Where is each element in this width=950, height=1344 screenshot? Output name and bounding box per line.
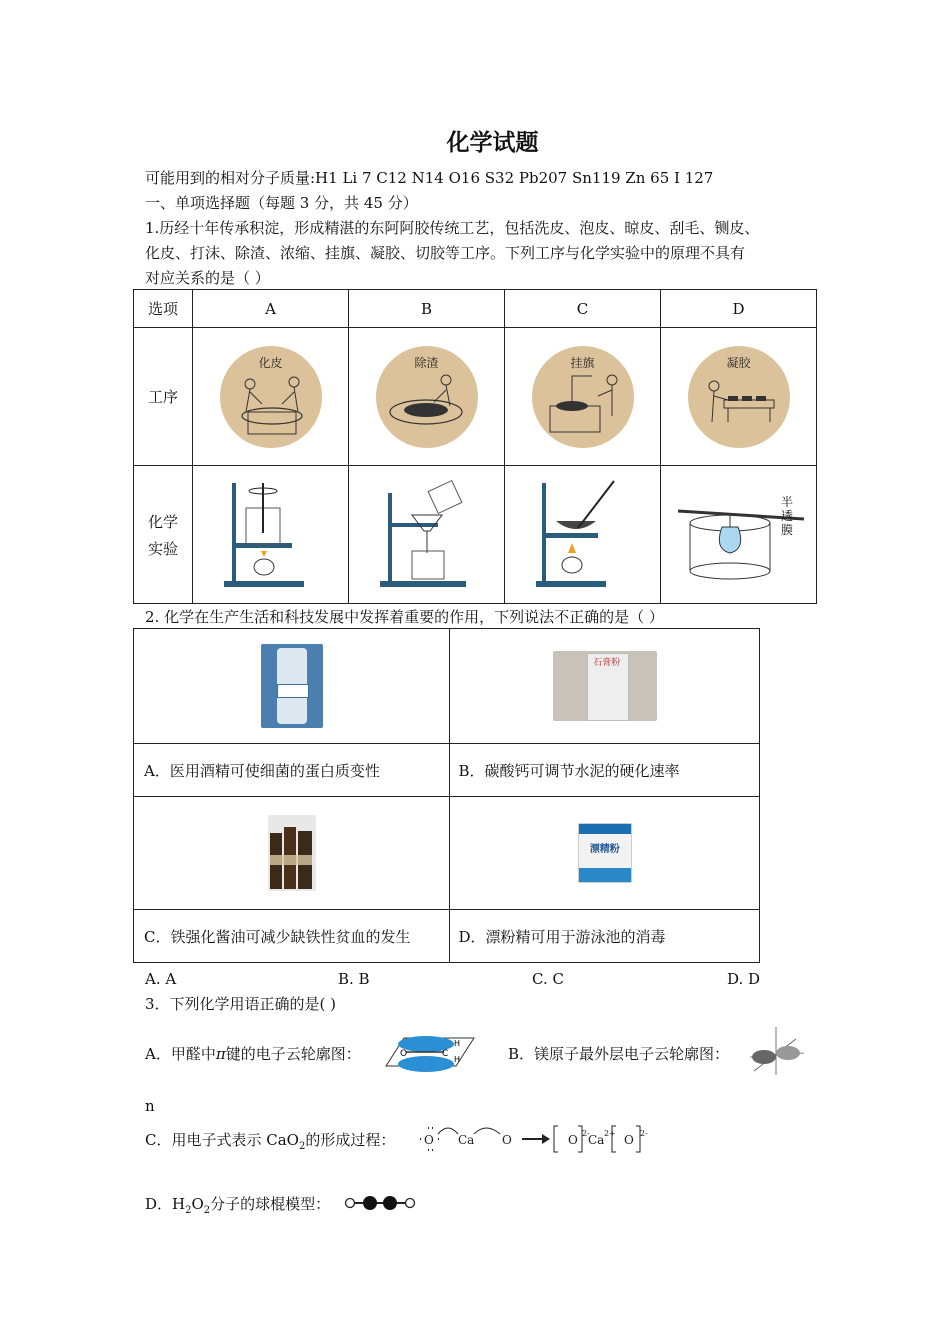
q3-option-a bbox=[145, 1044, 361, 1064]
q3-a-pi: π bbox=[215, 1045, 226, 1063]
q1-stem-line2: 化皮、打沫、除渣、浓缩、挂旗、凝胶、切胶等工序。下列工序与化学实验中的原理不具有 bbox=[145, 244, 746, 262]
header-a: A bbox=[193, 290, 349, 328]
q3-a-suffix: 键的电子云轮廓图： bbox=[225, 1045, 361, 1063]
q3-c-suffix: 的形成过程： bbox=[305, 1131, 396, 1149]
q3-option-c bbox=[145, 1130, 395, 1157]
ball-stick-model-icon bbox=[344, 1194, 416, 1212]
option-b: B．碳酸钙可调节水泥的硬化速率 bbox=[450, 744, 760, 797]
process-illustration-c bbox=[532, 346, 634, 448]
svg-text:O: O bbox=[568, 1133, 578, 1147]
bleach-powder-image bbox=[578, 823, 632, 883]
concentration-apparatus-icon bbox=[528, 473, 638, 593]
p-orbital-icon bbox=[746, 1025, 806, 1079]
choice-b: B. B bbox=[338, 970, 370, 988]
row-label-experiment bbox=[134, 466, 193, 604]
svg-text:O: O bbox=[502, 1133, 512, 1147]
image-cell-alcohol bbox=[134, 629, 450, 744]
choice-c: C. C bbox=[532, 970, 564, 988]
process-c bbox=[505, 328, 661, 466]
gypsum-bag-image bbox=[553, 651, 657, 721]
process-label-c: 挂旗 bbox=[570, 355, 595, 370]
svg-text:2-: 2- bbox=[640, 1129, 648, 1138]
alcohol-bottle-image bbox=[261, 644, 323, 728]
q3-d-sub1: 2 bbox=[185, 1205, 192, 1216]
filtration-apparatus-icon bbox=[372, 473, 482, 593]
q3-d-mid: O bbox=[191, 1195, 204, 1213]
atomic-masses: 可能用到的相对分子质量:H1 Li 7 C12 N14 O16 S32 Pb207 Sn119 Zn 65 I 127 bbox=[145, 169, 714, 187]
bleach-label: 漂精粉 bbox=[589, 844, 620, 855]
header-option: 选项 bbox=[134, 290, 193, 328]
soy-sauce-bottles-image bbox=[268, 815, 316, 891]
gypsum-bag-label: 石膏粉 bbox=[593, 658, 621, 668]
image-cell-bleach bbox=[450, 797, 760, 910]
q3-stem: 3．下列化学用语正确的是( ) bbox=[145, 995, 337, 1013]
row-label-process: 工序 bbox=[134, 328, 193, 466]
q3-option-b: B．镁原子最外层电子云轮廓图： bbox=[508, 1045, 730, 1063]
process-d bbox=[661, 328, 817, 466]
process-illustration-d bbox=[688, 346, 790, 448]
electron-dot-formation-icon bbox=[418, 1122, 650, 1156]
header-b: B bbox=[349, 290, 505, 328]
svg-text:2+: 2+ bbox=[604, 1129, 616, 1138]
q3-d-prefix: D．H bbox=[145, 1195, 186, 1213]
q3-d-suffix: 分子的球棍模型： bbox=[210, 1195, 331, 1213]
image-cell-soysauce bbox=[134, 797, 450, 910]
svg-text:O: O bbox=[424, 1133, 434, 1147]
header-c: C bbox=[505, 290, 661, 328]
choice-a: A. A bbox=[145, 970, 177, 988]
process-label-d: 凝胶 bbox=[726, 355, 751, 370]
svg-text:O: O bbox=[400, 1049, 408, 1059]
q1-table bbox=[133, 289, 817, 604]
option-c: C．铁强化酱油可减少缺铁性贫血的发生 bbox=[134, 910, 450, 963]
q3-c-prefix: C．用电子式表示 CaO bbox=[145, 1131, 299, 1149]
svg-text:H: H bbox=[454, 1039, 461, 1048]
row-label-experiment-1: 化学 bbox=[147, 512, 178, 531]
experiment-a bbox=[193, 466, 349, 604]
stray-letter-n: n bbox=[145, 1097, 155, 1115]
process-illustration-b bbox=[376, 346, 478, 448]
process-label-a: 化皮 bbox=[258, 355, 283, 370]
q3-option-d bbox=[145, 1194, 330, 1221]
process-label-b: 除渣 bbox=[414, 355, 439, 370]
process-illustration-a bbox=[220, 346, 322, 448]
evaporation-apparatus-icon bbox=[216, 473, 326, 593]
svg-text:O: O bbox=[624, 1133, 634, 1147]
process-a bbox=[193, 328, 349, 466]
svg-text:C: C bbox=[442, 1049, 449, 1059]
membrane-label-2: 透 bbox=[781, 508, 794, 523]
experiment-d bbox=[661, 466, 817, 604]
row-label-experiment-2: 实验 bbox=[147, 539, 178, 558]
q3-d-sub2: 2 bbox=[203, 1205, 211, 1216]
q2-stem: 2. 化学在生产生活和科技发展中发挥着重要的作用，下列说法不正确的是（ ） bbox=[145, 608, 664, 626]
svg-text:H: H bbox=[454, 1055, 461, 1064]
page-title: 化学试题 bbox=[446, 130, 539, 156]
q2-table bbox=[133, 628, 760, 963]
q1-stem-line1: 1.历经十年传承积淀，形成精湛的东阿阿胶传统工艺，包括洗皮、泡皮、晾皮、刮毛、铡皮、 bbox=[145, 219, 760, 237]
membrane-label-1: 半 bbox=[781, 494, 794, 509]
header-d: D bbox=[661, 290, 817, 328]
option-d: D．漂粉精可用于游泳池的消毒 bbox=[450, 910, 760, 963]
svg-text:Ca: Ca bbox=[588, 1133, 605, 1147]
experiment-c bbox=[505, 466, 661, 604]
q3-c-sub: 2 bbox=[298, 1141, 306, 1152]
q1-stem-line3: 对应关系的是（ ） bbox=[145, 269, 270, 287]
experiment-b bbox=[349, 466, 505, 604]
choice-d: D. D bbox=[727, 970, 761, 988]
process-b bbox=[349, 328, 505, 466]
q3-a-prefix: A．甲醛中 bbox=[145, 1045, 216, 1063]
svg-text:Ca: Ca bbox=[458, 1133, 475, 1147]
svg-text:2-: 2- bbox=[582, 1129, 590, 1138]
option-a: A．医用酒精可使细菌的蛋白质变性 bbox=[134, 744, 450, 797]
image-cell-gypsum bbox=[450, 629, 760, 744]
membrane-label-3: 膜 bbox=[781, 522, 794, 537]
section-heading: 一、单项选择题（每题 3 分，共 45 分） bbox=[145, 194, 418, 212]
pi-bond-orbital-icon bbox=[380, 1030, 476, 1076]
